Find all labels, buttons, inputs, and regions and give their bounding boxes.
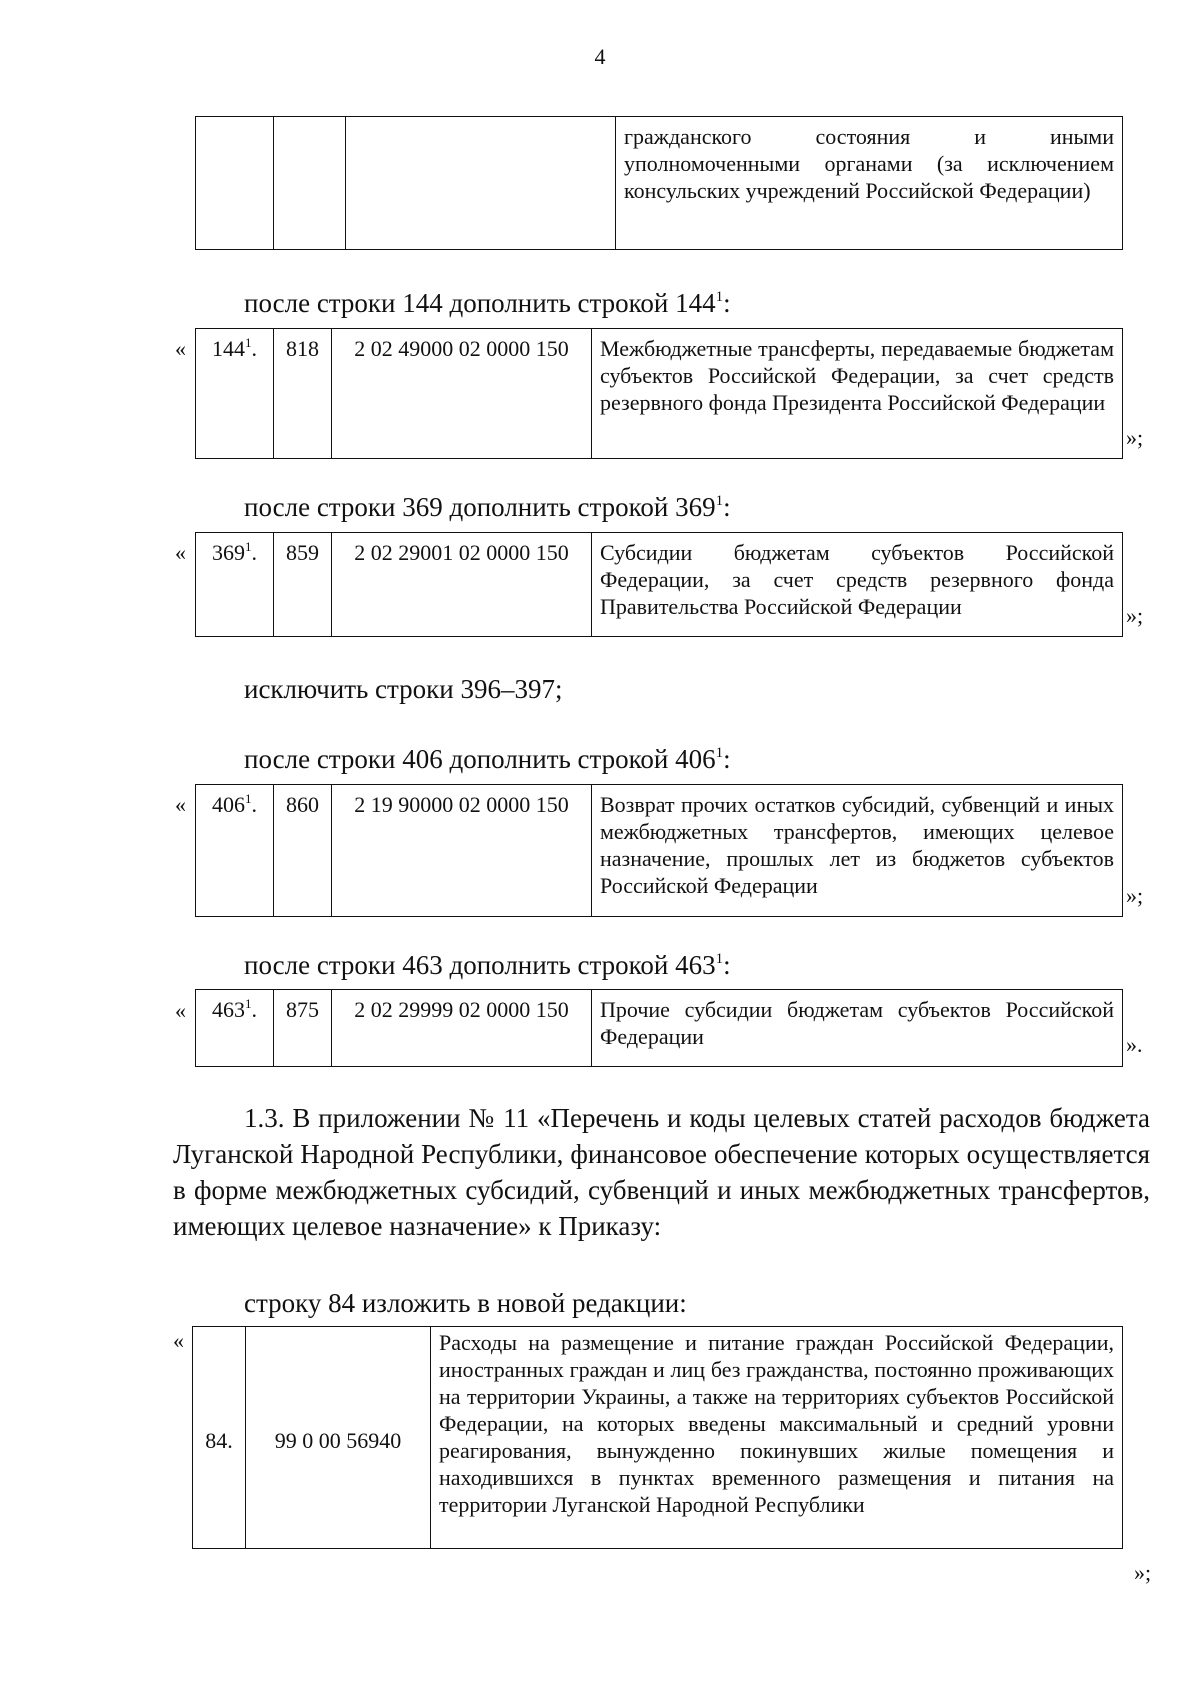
open-quote: «: [175, 998, 186, 1023]
close-quote: ».: [1126, 1032, 1143, 1057]
admin-code: 859: [274, 533, 332, 637]
paragraph-1-3: 1.3. В приложении № 11 «Перечень и коды целевых статей расходов бюджета Луганской Народной Республики, финансовое обеспечение которых осуществляется в форме межбюджетных субсидий, субвенций и иных межбюджетных трансфертов, имеющих целевое назначение» к Приказу:: [173, 1103, 1150, 1241]
admin-code: 860: [274, 785, 332, 917]
budget-code: 2 02 29001 02 0000 150: [332, 533, 592, 637]
budget-code-cell: [346, 117, 616, 250]
admin-code: 818: [274, 329, 332, 459]
row-table-84: [192, 1326, 1123, 1549]
open-quote: «: [175, 540, 186, 565]
table-row: [196, 329, 1123, 459]
budget-code: 2 02 49000 02 0000 150: [332, 329, 592, 459]
row-description: Прочие субсидии бюджетам субъектов Российской Федерации: [592, 990, 1123, 1067]
budget-code: 2 02 29999 02 0000 150: [332, 990, 592, 1067]
table-row: [196, 117, 1123, 250]
row-number-cell: [196, 117, 274, 250]
row-table-144: [195, 328, 1123, 459]
table-row: [196, 785, 1123, 917]
table-row: [196, 990, 1123, 1067]
row-table-369: [195, 532, 1123, 637]
section-intro-144: после строки 144 дополнить строкой $144^1$:: [244, 288, 731, 318]
open-quote: «: [175, 792, 186, 817]
target-code: 99 0 00 56940: [246, 1327, 431, 1549]
table-row: [193, 1327, 1123, 1549]
admin-code: 875: [274, 990, 332, 1067]
row-description: Субсидии бюджетам субъектов Российской Федерации, за счет средств резервного фонда Правительства Российской Федерации: [592, 533, 1123, 637]
row-number: 84.: [193, 1327, 246, 1549]
row-number: $463^1$.: [196, 990, 274, 1067]
continuation-table: [195, 116, 1123, 250]
page-number: 4: [594, 44, 606, 69]
row-table-406: [195, 784, 1123, 917]
budget-code: 2 19 90000 02 0000 150: [332, 785, 592, 917]
admin-code-cell: [274, 117, 346, 250]
open-quote: «: [175, 336, 186, 361]
section-intro-369: после строки 369 дополнить строкой $369^1$:: [244, 492, 731, 522]
close-quote: »;: [1134, 1560, 1152, 1585]
row-description: Расходы на размещение и питание граждан Российской Федерации, иностранных граждан и лиц без гражданства, постоянно проживающих на территории Украины, а также на территориях субъектов Российской Федерации, на которых введены максимальный и средний уровни реагирования, вынужденно покинувших жилые помещения и находившихся в пунктах временного размещения и питания на территории Луганской Народной Республики: [431, 1327, 1123, 1549]
row-table-463: [195, 989, 1123, 1067]
row-description: гражданского состояния и иными уполномоченными органами (за исключением консульских учреждений Российской Федерации): [616, 117, 1123, 250]
close-quote: »;: [1126, 425, 1144, 450]
table-row: [196, 533, 1123, 637]
row-description: Возврат прочих остатков субсидий, субвенций и иных межбюджетных трансфертов, имеющих целевое назначение, прошлых лет из бюджетов субъектов Российской Федерации: [592, 785, 1123, 917]
row-number: $369^1$.: [196, 533, 274, 637]
close-quote: »;: [1126, 883, 1144, 908]
exclude-rows-text: исключить строки 396–397;: [244, 674, 563, 704]
section-intro-463: после строки 463 дополнить строкой $463^1$:: [244, 950, 731, 980]
open-quote: «: [173, 1328, 184, 1353]
close-quote: »;: [1126, 603, 1144, 628]
row-number: $406^1$.: [196, 785, 274, 917]
section-intro-406: после строки 406 дополнить строкой $406^1$:: [244, 744, 731, 774]
row-description: Межбюджетные трансферты, передаваемые бюджетам субъектов Российской Федерации, за счет средств резервного фонда Президента Российской Федерации: [592, 329, 1123, 459]
row-number: $144^1$.: [196, 329, 274, 459]
row-84-intro: строку 84 изложить в новой редакции:: [244, 1288, 687, 1318]
